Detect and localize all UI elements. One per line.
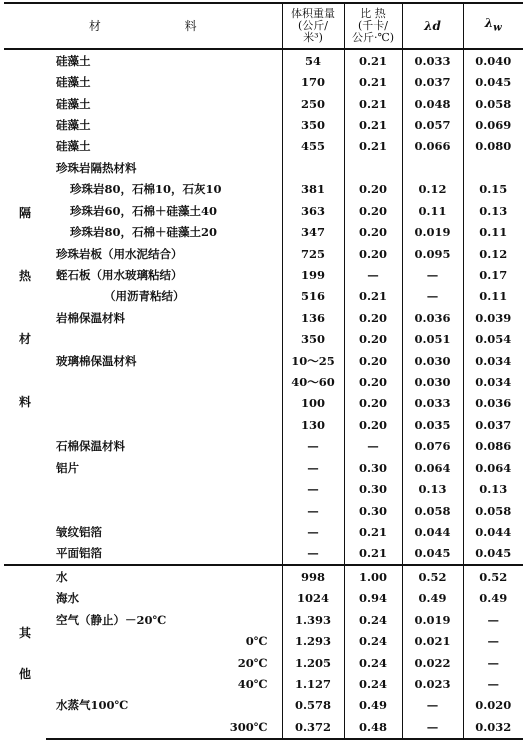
cell-specific-heat: 0.20	[344, 243, 402, 264]
table-row	[4, 114, 523, 135]
table-row	[4, 157, 523, 178]
cell-material	[46, 500, 282, 521]
category-char: 他	[18, 666, 31, 681]
cell-lambda-w: 0.036	[463, 393, 523, 414]
table-row	[4, 71, 523, 92]
cell-density: —	[282, 478, 344, 499]
cell-lambda-w: 0.11	[463, 221, 523, 242]
cell-lambda-w: 0.040	[463, 49, 523, 71]
table-row	[4, 716, 523, 739]
cell-lambda-w: —	[463, 673, 523, 694]
cell-density: 1.205	[282, 652, 344, 673]
category-char: 材	[18, 332, 31, 347]
cell-lambda-d: 0.064	[402, 457, 463, 478]
cell-lambda-w: 0.11	[463, 286, 523, 307]
category-char: 其	[18, 625, 31, 640]
cell-specific-heat	[344, 157, 402, 178]
cell-specific-heat: 0.21	[344, 543, 402, 565]
cell-density: 1.293	[282, 630, 344, 651]
cell-density: 199	[282, 264, 344, 285]
table-row	[4, 393, 523, 414]
table-row	[4, 264, 523, 285]
table-row	[4, 221, 523, 242]
cell-density: 725	[282, 243, 344, 264]
cell-material	[46, 371, 282, 392]
cell-lambda-d: 0.057	[402, 114, 463, 135]
table-row	[4, 286, 523, 307]
cell-lambda-d: —	[402, 716, 463, 739]
cell-specific-heat: 0.94	[344, 588, 402, 609]
table-row	[4, 609, 523, 630]
cell-material: 珍珠岩80，石棉10，石灰10	[70, 182, 222, 197]
cell-lambda-d: 0.023	[402, 673, 463, 694]
cell-material: 皱纹铝箔	[56, 525, 102, 540]
cell-lambda-w: 0.034	[463, 371, 523, 392]
cell-lambda-w: 0.045	[463, 71, 523, 92]
cell-specific-heat: —	[344, 436, 402, 457]
cell-density: 381	[282, 179, 344, 200]
cell-lambda-w: 0.15	[463, 179, 523, 200]
cell-material: 岩棉保温材料	[56, 310, 125, 325]
cell-specific-heat: 0.24	[344, 630, 402, 651]
table-row	[4, 49, 523, 71]
cell-lambda-w: 0.13	[463, 478, 523, 499]
cell-lambda-d: 0.033	[402, 49, 463, 71]
cell-material: 水	[46, 565, 282, 587]
cell-specific-heat: 1.00	[344, 565, 402, 587]
cell-specific-heat: 0.30	[344, 457, 402, 478]
cell-density: 516	[282, 286, 344, 307]
header-lambda-d: λd	[402, 3, 463, 49]
cell-density: 0.578	[282, 695, 344, 716]
header-specific-heat-line: 比 热	[360, 7, 386, 20]
table-row	[4, 414, 523, 435]
cell-material: 海水	[56, 591, 79, 606]
cell-lambda-w: 0.52	[463, 565, 523, 587]
cell-specific-heat: 0.30	[344, 478, 402, 499]
cell-lambda-w: 0.058	[463, 500, 523, 521]
table-row	[4, 457, 523, 478]
cell-density: 130	[282, 414, 344, 435]
cell-density	[282, 157, 344, 178]
cell-lambda-w: —	[463, 609, 523, 630]
header-lambda-w: $\lambda_w$	[463, 3, 523, 49]
header-material: 材 料	[4, 3, 282, 49]
cell-lambda-d	[402, 157, 463, 178]
cell-lambda-d: 0.030	[402, 350, 463, 371]
table-row	[4, 565, 523, 587]
cell-density: —	[282, 457, 344, 478]
table-row	[4, 200, 523, 221]
cell-specific-heat: 0.21	[344, 71, 402, 92]
table-row	[4, 630, 523, 651]
cell-specific-heat: 0.48	[344, 716, 402, 739]
header-density	[282, 3, 344, 49]
cell-material: 铝片	[56, 460, 79, 475]
cell-specific-heat: 0.21	[344, 114, 402, 135]
cell-density: 10～25	[282, 350, 344, 371]
table-row	[4, 673, 523, 694]
cell-lambda-w: 0.13	[463, 200, 523, 221]
cell-lambda-d: 0.044	[402, 521, 463, 542]
cell-density: 54	[282, 49, 344, 71]
cell-lambda-w: 0.086	[463, 436, 523, 457]
cell-lambda-d: 0.019	[402, 609, 463, 630]
lambda-w-subscript: w	[493, 22, 502, 34]
cell-lambda-d: 0.033	[402, 393, 463, 414]
cell-material: 硅藻土	[56, 75, 91, 90]
cell-density: 455	[282, 136, 344, 157]
cell-specific-heat: 0.24	[344, 673, 402, 694]
cell-lambda-w: 0.080	[463, 136, 523, 157]
table-body	[4, 49, 523, 739]
cell-lambda-d: 0.030	[402, 371, 463, 392]
cell-material: 珍珠岩板（用水泥结合）	[56, 246, 183, 261]
cell-density: 350	[282, 114, 344, 135]
cell-material: 空气（静止）－20℃	[56, 612, 167, 627]
cell-material: 玻璃棉保温材料	[56, 353, 137, 368]
cell-specific-heat: 0.20	[344, 179, 402, 200]
cell-lambda-d: 0.13	[402, 478, 463, 499]
category-char: 热	[18, 269, 31, 284]
cell-density: 347	[282, 221, 344, 242]
cell-lambda-w: 0.020	[463, 695, 523, 716]
cell-lambda-d: 0.058	[402, 500, 463, 521]
cell-lambda-d: 0.066	[402, 136, 463, 157]
cell-lambda-d: 0.045	[402, 543, 463, 565]
cell-density: —	[282, 543, 344, 565]
cell-material: （用沥青粘结）	[104, 289, 185, 304]
cell-lambda-w: —	[463, 652, 523, 673]
cell-specific-heat: 0.21	[344, 49, 402, 71]
cell-lambda-d: 0.036	[402, 307, 463, 328]
cell-specific-heat: 0.20	[344, 414, 402, 435]
cell-material: 石棉保温材料	[56, 439, 125, 454]
cell-lambda-w: 0.12	[463, 243, 523, 264]
cell-lambda-w	[463, 157, 523, 178]
cell-material: 40℃	[237, 677, 268, 692]
cell-specific-heat: 0.20	[344, 329, 402, 350]
cell-material: 0℃	[245, 634, 268, 649]
cell-specific-heat: 0.21	[344, 521, 402, 542]
cell-density: 170	[282, 71, 344, 92]
table-header-row	[4, 3, 523, 49]
cell-density: 1.127	[282, 673, 344, 694]
thermal-properties-table	[4, 2, 523, 740]
cell-lambda-d: —	[402, 286, 463, 307]
cell-material: 硅藻土	[56, 139, 91, 154]
header-density-line: (公斤/	[298, 19, 329, 32]
cell-material: 珍珠岩80，石棉＋硅藻土20	[70, 225, 218, 240]
cell-lambda-w: 0.034	[463, 350, 523, 371]
cell-lambda-w: —	[463, 630, 523, 651]
cell-lambda-w: 0.032	[463, 716, 523, 739]
cell-specific-heat: 0.21	[344, 93, 402, 114]
cell-lambda-d: 0.49	[402, 588, 463, 609]
cell-specific-heat: 0.21	[344, 286, 402, 307]
cell-specific-heat: 0.24	[344, 609, 402, 630]
cell-density: —	[282, 436, 344, 457]
cell-material: 硅藻土	[56, 96, 91, 111]
cell-material: 珍珠岩隔热材料	[56, 160, 137, 175]
cell-specific-heat: 0.21	[344, 136, 402, 157]
cell-specific-heat: 0.24	[344, 652, 402, 673]
table-row	[4, 500, 523, 521]
cell-material: 硅藻土	[56, 118, 91, 132]
table-row	[4, 695, 523, 716]
cell-specific-heat: 0.20	[344, 371, 402, 392]
table-row	[4, 521, 523, 542]
table-row	[4, 243, 523, 264]
cell-specific-heat: 0.20	[344, 350, 402, 371]
header-density-line: 米³)	[303, 31, 323, 44]
cell-material: 硅藻土	[56, 53, 91, 68]
cell-density: 350	[282, 329, 344, 350]
table-row	[4, 652, 523, 673]
table-row	[4, 588, 523, 609]
table-row	[4, 329, 523, 350]
cell-lambda-w: 0.17	[463, 264, 523, 285]
cell-specific-heat: 0.20	[344, 393, 402, 414]
cell-material: 300℃	[46, 716, 282, 739]
cell-lambda-d: 0.037	[402, 71, 463, 92]
cell-specific-heat: —	[344, 264, 402, 285]
cell-material: 平面铝箔	[56, 546, 102, 561]
table-row	[4, 179, 523, 200]
cell-material	[46, 393, 282, 414]
cell-lambda-d: —	[402, 695, 463, 716]
category-char: 隔	[18, 206, 31, 221]
cell-lambda-w: 0.039	[463, 307, 523, 328]
cell-lambda-d: 0.076	[402, 436, 463, 457]
table-row	[4, 136, 523, 157]
cell-density: 1.393	[282, 609, 344, 630]
cell-specific-heat: 0.20	[344, 200, 402, 221]
cell-lambda-d: 0.021	[402, 630, 463, 651]
cell-material: 蛭石板（用水玻璃粘结）	[56, 267, 183, 282]
cell-density: 0.372	[282, 716, 344, 739]
cell-specific-heat: 0.20	[344, 307, 402, 328]
cell-lambda-w: 0.49	[463, 588, 523, 609]
cell-material: 20℃	[237, 655, 268, 670]
cell-lambda-d: 0.52	[402, 565, 463, 587]
cell-density: 998	[282, 565, 344, 587]
cell-material: 珍珠岩60，石棉＋硅藻土40	[70, 203, 218, 218]
cell-lambda-d: 0.048	[402, 93, 463, 114]
table-row	[4, 543, 523, 565]
cell-density: —	[282, 500, 344, 521]
cell-density: —	[282, 521, 344, 542]
cell-lambda-w: 0.064	[463, 457, 523, 478]
cell-lambda-w: 0.069	[463, 114, 523, 135]
table-row	[4, 93, 523, 114]
cell-lambda-d: 0.12	[402, 179, 463, 200]
cell-lambda-w: 0.045	[463, 543, 523, 565]
cell-density: 1024	[282, 588, 344, 609]
cell-density: 40～60	[282, 371, 344, 392]
table-row	[4, 478, 523, 499]
cell-density: 250	[282, 93, 344, 114]
cell-density: 363	[282, 200, 344, 221]
cell-specific-heat: 0.30	[344, 500, 402, 521]
cell-lambda-d: —	[402, 264, 463, 285]
header-density-line: 体积重量	[291, 7, 336, 20]
table-row	[4, 307, 523, 328]
category-other	[4, 565, 46, 739]
table-row	[4, 350, 523, 371]
header-specific-heat-line: 公斤·℃)	[351, 31, 395, 44]
cell-lambda-d: 0.022	[402, 652, 463, 673]
cell-lambda-d: 0.051	[402, 329, 463, 350]
cell-material	[46, 478, 282, 499]
cell-lambda-d: 0.019	[402, 221, 463, 242]
category-insulation	[4, 49, 46, 565]
table-row	[4, 371, 523, 392]
cell-lambda-w: 0.054	[463, 329, 523, 350]
table-row	[4, 436, 523, 457]
header-specific-heat	[344, 3, 402, 49]
cell-lambda-w: 0.044	[463, 521, 523, 542]
header-specific-heat-line: (千卡/	[358, 19, 389, 32]
cell-lambda-w: 0.037	[463, 414, 523, 435]
cell-lambda-d: 0.11	[402, 200, 463, 221]
cell-material	[46, 414, 282, 435]
cell-material: 水蒸气100℃	[56, 698, 129, 713]
cell-lambda-d: 0.035	[402, 414, 463, 435]
cell-material	[46, 329, 282, 350]
cell-lambda-w: 0.058	[463, 93, 523, 114]
cell-density: 136	[282, 307, 344, 328]
category-char: 料	[18, 395, 31, 410]
cell-density: 100	[282, 393, 344, 414]
cell-specific-heat: 0.49	[344, 695, 402, 716]
cell-lambda-d: 0.095	[402, 243, 463, 264]
cell-specific-heat: 0.20	[344, 221, 402, 242]
